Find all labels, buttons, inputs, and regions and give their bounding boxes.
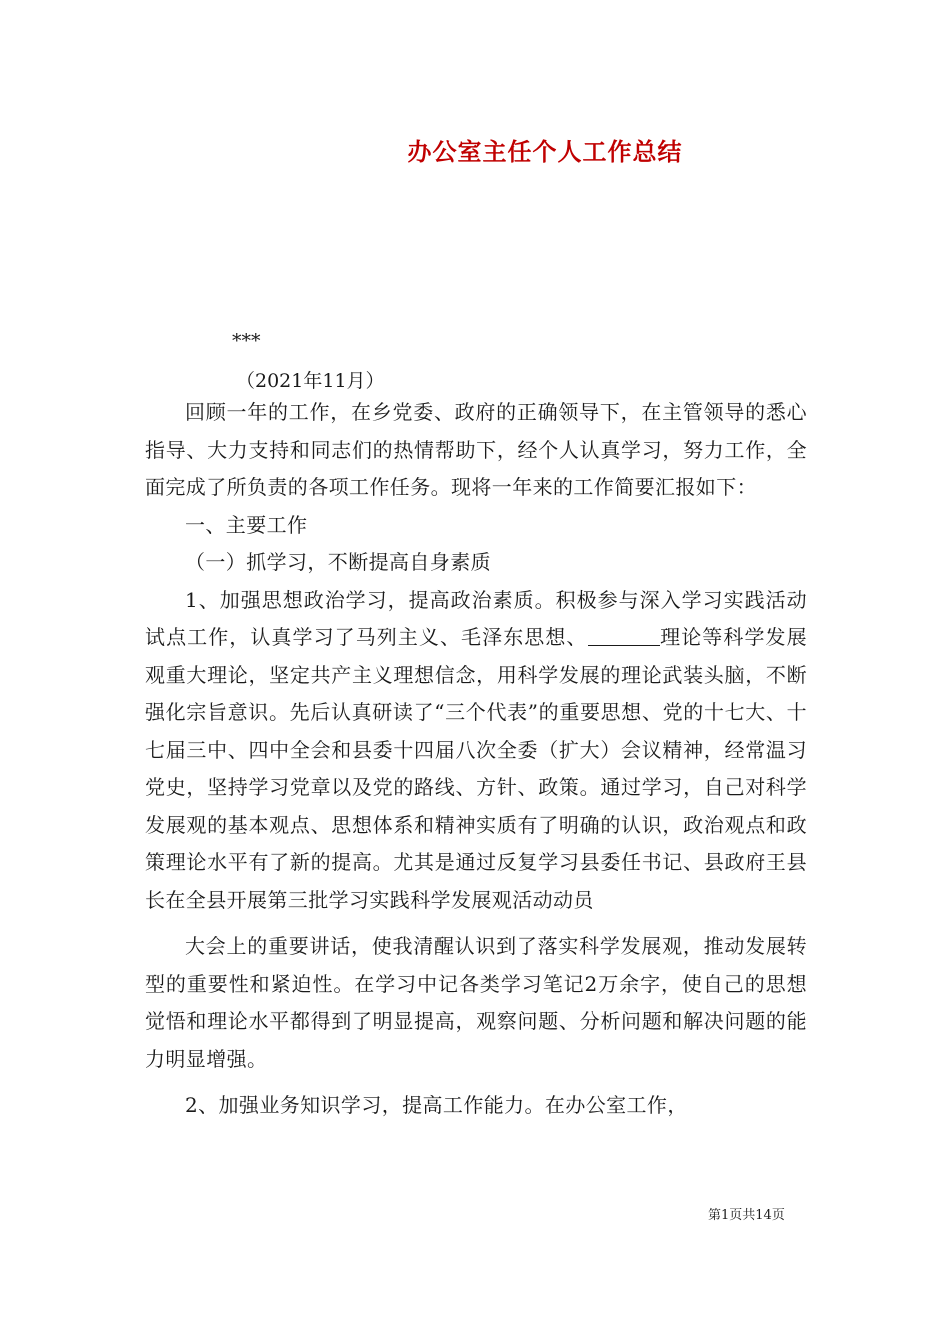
date-line: （2021年11月） <box>236 370 385 392</box>
paragraph-business-study: 2、加强业务知识学习，提高工作能力。在办公室工作， <box>185 1093 688 1117</box>
paragraph-political-study <box>145 582 807 920</box>
paragraph-gap <box>145 919 807 928</box>
document-title: 办公室主任个人工作总结 <box>407 137 683 166</box>
paragraph-political-study-part2: 理论等科学发展观重大理论，坚定共产主义理想信念，用科学发展的理论武装头脑，不断强化宗旨意识。先后认真研读了“三个代表”的重要思想、党的十七大、十七届三中、四中全会和县委十四届八次全委（扩大）会议精神，经常温习党史，坚持学习党章以及党的路线、方针、政策。通过学习，自己对科学发展观的基本观点、思想体系和精神实质有了明确的认识，政治观点和政策理论水平有了新的提高。尤其是通过反复学习县委任书记、县政府王县长在全县开展第三批学习实践科学发展观活动动员 <box>145 625 807 912</box>
blank-underline <box>588 625 660 646</box>
paragraph-speech-reflection: 大会上的重要讲话，使我清醒认识到了落实科学发展观，推动发展转型的重要性和紧迫性。在学习中记各类学习笔记2万余字，使自己的思想觉悟和理论水平都得到了明显提高，观察问题、分析问题和解决问题的能力明显增强。 <box>145 934 807 1071</box>
paragraph-gap <box>145 1078 807 1087</box>
paragraph-political-study-part1: 1、加强思想政治学习，提高政治素质。积极参与深入学习实践活动试点工作，认真学习了马列主义、毛泽东思想、 <box>145 587 807 649</box>
page-number-footer: 第1页共14页 <box>708 1208 785 1223</box>
paragraph-intro: 回顾一年的工作，在乡党委、政府的正确领导下，在主管领导的悉心指导、大力支持和同志们的热情帮助下，经个人认真学习，努力工作，全面完成了所负责的各项工作任务。现将一年来的工作简要汇报如下： <box>145 400 807 499</box>
document-body <box>145 394 807 1125</box>
section-heading-main-work: 一、主要工作 <box>185 512 308 537</box>
subsection-heading-study: （一）抓学习，不断提高自身素质 <box>185 550 491 574</box>
author-line: *** <box>232 330 261 352</box>
